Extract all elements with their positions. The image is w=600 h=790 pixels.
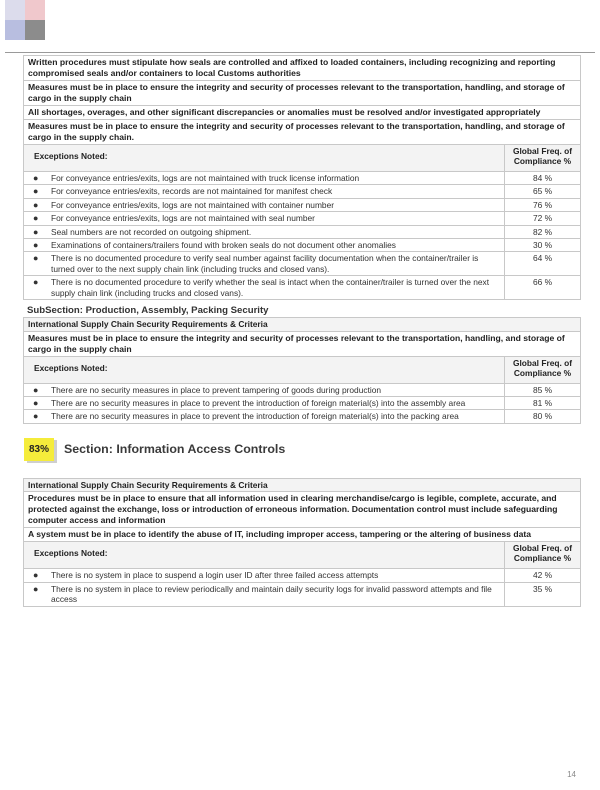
- bullet-icon: ●: [33, 583, 39, 594]
- company-logo: [5, 0, 67, 44]
- exceptions-header: Exceptions Noted:: [24, 356, 505, 383]
- bullet-icon: ●: [33, 384, 39, 395]
- exception-row: [24, 212, 581, 225]
- page-number: 14: [567, 770, 576, 779]
- compliance-value: 76 %: [505, 198, 581, 211]
- report-content: [23, 55, 580, 607]
- exception-row: [24, 396, 581, 409]
- exception-row: [24, 198, 581, 211]
- compliance-value: 82 %: [505, 225, 581, 238]
- exception-row: [24, 410, 581, 423]
- exception-text: For conveyance entries/exits, logs are not maintained with seal number: [51, 213, 315, 224]
- exception-text: There is no system in place to suspend a login user ID after three failed access attempts: [51, 570, 379, 581]
- bullet-icon: ●: [33, 226, 39, 237]
- criteria-header: International Supply Chain Security Requirements & Criteria: [24, 318, 581, 332]
- bullet-icon: ●: [33, 173, 39, 183]
- section-title: Section: Information Access Controls: [64, 441, 286, 456]
- exception-text: For conveyance entries/exits, logs are not maintained with container number: [51, 199, 335, 210]
- requirement-text: Measures must be in place to ensure the integrity and security of processes relevant to the transportation, handling, and storage of cargo in the supply chain: [24, 81, 581, 106]
- compliance-value: 66 %: [505, 276, 581, 300]
- section-header: [23, 437, 580, 467]
- exception-text: Examinations of containers/trailers found with broken seals do not document other anomalies: [51, 240, 396, 251]
- exception-text: Seal numbers are not recorded on outgoing shipment.: [51, 226, 252, 237]
- exception-text: There is no system in place to review periodically and maintain daily security logs for invalid password attempts and file access: [51, 583, 492, 605]
- requirement-text: Written procedures must stipulate how seals are controlled and affixed to loaded containers, including recognizing and reporting compromised seals and/or containers to local Customs authorities: [24, 56, 581, 81]
- exception-row: [24, 569, 581, 582]
- exception-row: [24, 172, 581, 185]
- requirement-text: A system must be in place to identify the abuse of IT, including improper access, tampering or the altering of business data: [24, 528, 581, 542]
- bullet-icon: ●: [33, 240, 39, 251]
- exception-text: There are no security measures in place to prevent tampering of goods during production: [51, 384, 382, 395]
- compliance-value: 42 %: [505, 569, 581, 582]
- compliance-value: 35 %: [505, 582, 581, 606]
- exception-row: [24, 239, 581, 252]
- compliance-value: 80 %: [505, 410, 581, 423]
- exception-text: For conveyance entries/exits, records are not maintained for manifest check: [51, 186, 333, 197]
- compliance-freq-header: Global Freq. of Compliance %: [505, 145, 581, 172]
- bullet-icon: ●: [33, 186, 39, 197]
- bullet-icon: ●: [33, 397, 39, 408]
- exception-row: [24, 276, 581, 300]
- bullet-icon: ●: [33, 253, 39, 264]
- exception-text: There are no security measures in place to prevent the introduction of foreign material(s) into the assembly area: [51, 397, 466, 408]
- exception-row: [24, 383, 581, 396]
- exception-text: There is no documented procedure to verify whether the seal is intact when the container/trailer is turned over the next supply chain link (including trucks and closed vans).: [51, 277, 490, 298]
- compliance-value: 65 %: [505, 185, 581, 198]
- exception-text: For conveyance entries/exits, logs are not maintained with truck license information: [51, 173, 360, 183]
- compliance-value: 64 %: [505, 252, 581, 276]
- compliance-value: 30 %: [505, 239, 581, 252]
- exception-row: [24, 252, 581, 276]
- requirements-table-3: [23, 478, 581, 607]
- exceptions-header: Exceptions Noted:: [24, 542, 505, 569]
- bullet-icon: ●: [33, 199, 39, 210]
- exceptions-header: Exceptions Noted:: [24, 145, 505, 172]
- exception-row: [24, 225, 581, 238]
- requirement-text: Measures must be in place to ensure the integrity and security of processes relevant to the transportation, handling, and storage of cargo in the supply chain.: [24, 120, 581, 145]
- header-divider: [5, 52, 595, 53]
- requirements-table-2: [23, 317, 581, 424]
- requirement-text: All shortages, overages, and other significant discrepancies or anomalies must be resolved and/or investigated appropriately: [24, 106, 581, 120]
- compliance-value: 72 %: [505, 212, 581, 225]
- criteria-header: International Supply Chain Security Requirements & Criteria: [24, 478, 581, 492]
- subsection-title: SubSection: Production, Assembly, Packing Security: [27, 305, 269, 317]
- section-score-badge: 83%: [24, 438, 54, 461]
- compliance-value: 81 %: [505, 396, 581, 409]
- requirement-text: Measures must be in place to ensure the integrity and security of processes relevant to the transportation, handling, and storage of cargo in the supply chain: [24, 331, 581, 356]
- exception-row: [24, 582, 581, 606]
- exception-row: [24, 185, 581, 198]
- exception-text: There are no security measures in place to prevent the introduction of foreign material(s) into the packing area: [51, 411, 459, 422]
- requirements-table-1: [23, 55, 581, 300]
- exception-text: There is no documented procedure to verify seal number against facility documentation when the container/trailer is turned over to the next supply chain link (including trucks and closed vans).: [51, 253, 479, 274]
- bullet-icon: ●: [33, 213, 39, 224]
- compliance-value: 84 %: [505, 172, 581, 185]
- bullet-icon: ●: [33, 411, 39, 422]
- compliance-freq-header: Global Freq. of Compliance %: [505, 542, 581, 569]
- requirement-text: Procedures must be in place to ensure that all information used in clearing merchandise/cargo is legible, complete, accurate, and protected against the exchange, loss or introduction of erroneous information. Documentation control must include safeguarding computer access and information: [24, 492, 581, 528]
- bullet-icon: ●: [33, 570, 39, 581]
- compliance-freq-header: Global Freq. of Compliance %: [505, 356, 581, 383]
- compliance-value: 85 %: [505, 383, 581, 396]
- bullet-icon: ●: [33, 277, 39, 288]
